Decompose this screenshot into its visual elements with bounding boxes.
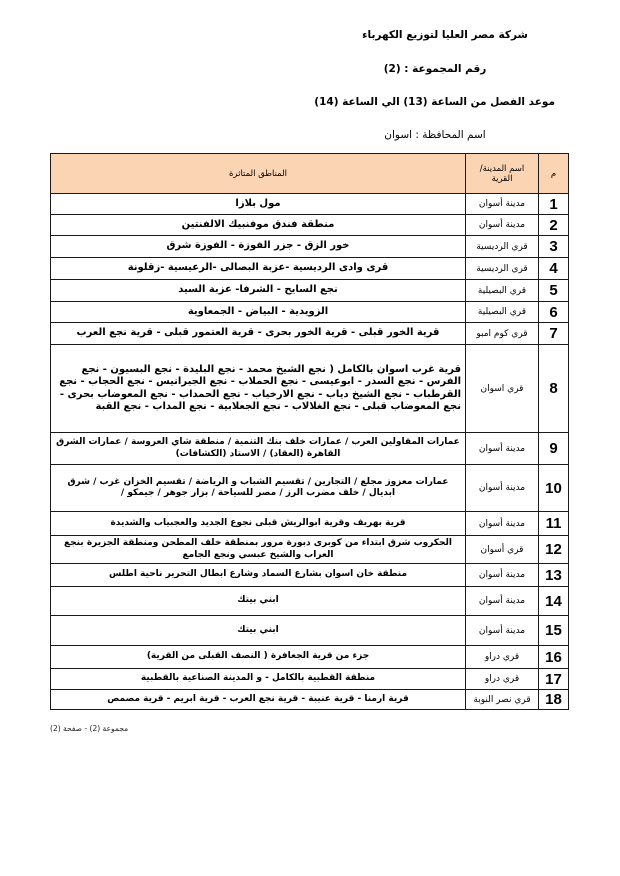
city-name: مدينة أسوان: [466, 616, 539, 646]
city-name: قري البصيلية: [466, 280, 539, 302]
table-row: [51, 512, 569, 536]
city-name: مدينة أسوان: [466, 564, 539, 587]
row-number: 17: [539, 669, 569, 690]
city-name: قري نصر النوبة: [466, 690, 539, 710]
row-number: 1: [539, 194, 569, 215]
governorate-name: اسم المحافظة : اسوان: [384, 129, 486, 141]
table-row: [51, 258, 569, 280]
table-row: [51, 564, 569, 587]
table-row: [51, 465, 569, 512]
city-name: مدينة أسوان: [466, 433, 539, 465]
city-name: قري كوم امبو: [466, 323, 539, 345]
affected-areas: مول بلازا: [51, 194, 466, 215]
city-name: قري البصيلية: [466, 302, 539, 323]
cut-time: موعد الفصل من الساعة (13) الي الساعة (14): [314, 96, 555, 108]
city-name: مدينة أسوان: [466, 587, 539, 616]
row-number: 13: [539, 564, 569, 587]
affected-areas: الحكروب شرق ابتداء من كوبرى دبورة مرور بمنطقة خلف المطحن ومنطقة الجزيرة بنجع العراب والشيخ عبسي ونجع الجامع: [51, 536, 466, 564]
table-row: [51, 215, 569, 236]
affected-areas: قرية ارمنا - قرية عنيبة - قرية نجع العرب - قرية ابريم - قرية مصمص: [51, 690, 466, 710]
row-number: 7: [539, 323, 569, 345]
table-row: [51, 236, 569, 258]
affected-areas: عمارات معزوز مجلع / التجارين / تقسيم الشباب و الرياضة / تقسيم الخزان غرب / شرق ابديال / خلف مضرب الرز / مصر للسياحة / بزار جوهر / جيمكو /: [51, 465, 466, 512]
city-name: قري الرديسية: [466, 258, 539, 280]
group-number: رقم المجموعة : (2): [383, 63, 487, 75]
city-name: مدينة أسوان: [466, 465, 539, 512]
row-number: 11: [539, 512, 569, 536]
table-row: [51, 646, 569, 669]
affected-areas: منطقة فندق موفنبيك الالفنتين: [51, 215, 466, 236]
table-row: [51, 194, 569, 215]
affected-areas: نجع السايح - الشرفا- عزبة السيد: [51, 280, 466, 302]
row-number: 4: [539, 258, 569, 280]
table-row: [51, 433, 569, 465]
affected-areas: منطقة خان اسوان بشارع السماد وشارع ابطال التحرير ناحية اطلس: [51, 564, 466, 587]
page-footer: مجموعة (2) - صفحة (2): [50, 724, 129, 733]
table-row: [51, 587, 569, 616]
schedule-table: [50, 153, 569, 710]
affected-areas: خور الزق - جزر الفوزة - الفوزة شرق: [51, 236, 466, 258]
affected-areas: جزء من قرية الجعافرة ( النصف القبلى من القرية): [51, 646, 466, 669]
table-row: [51, 280, 569, 302]
affected-areas: قرى وادى الرديسية -عزبة البصالى -الرعيسية -زقلونة: [51, 258, 466, 280]
column-header-areas: المناطق المتاثرة: [51, 154, 466, 194]
affected-areas: قرية غرب اسوان بالكامل ( نجع الشيخ محمد - نجع البليدة - نجع البسيون - نجع الفرس - نجع السدر - ابوعيسى - نجع الحملاب - نجع الجيرانيس - نجع الحجاب - نجع القرطباب - نجع الشيخ دياب - نجع الارخياب - نجع الحمداب - نجع المعوضاب بحرى - نجع المعوضاب قبلى - نجع الغلالاب - نجع الجعلابية - نجع المداب - نجع القبة: [51, 345, 466, 433]
row-number: 15: [539, 616, 569, 646]
row-number: 5: [539, 280, 569, 302]
row-number: 16: [539, 646, 569, 669]
affected-areas: ابني بيتك: [51, 616, 466, 646]
table-row: [51, 690, 569, 710]
table-row: [51, 323, 569, 345]
table-row: [51, 616, 569, 646]
row-number: 2: [539, 215, 569, 236]
affected-areas: قرية الخور قبلى - قرية الخور بحرى - قرية العتمور قبلى - قرية نجع العرب: [51, 323, 466, 345]
row-number: 9: [539, 433, 569, 465]
city-name: مدينة أسوان: [466, 215, 539, 236]
table-header-row: [51, 154, 569, 194]
affected-areas: قرية بهريف وقرية ابوالريش قبلى نجوع الجديد والعجبياب والشديدة: [51, 512, 466, 536]
city-name: قري دراو: [466, 669, 539, 690]
affected-areas: منطقة القطبية بالكامل - و المدينة الصناعية بالقطبية: [51, 669, 466, 690]
row-number: 18: [539, 690, 569, 710]
table-row: [51, 302, 569, 323]
city-name: مدينة أسوان: [466, 194, 539, 215]
row-number: 12: [539, 536, 569, 564]
table-row: [51, 669, 569, 690]
company-title: شركة مصر العليا لتوزيع الكهرباء: [362, 29, 528, 41]
table-body: [51, 194, 569, 710]
affected-areas: الزويدية - البياض - الجمعاوية: [51, 302, 466, 323]
city-name: قري الرديسية: [466, 236, 539, 258]
row-number: 6: [539, 302, 569, 323]
table-row: [51, 536, 569, 564]
row-number: 8: [539, 345, 569, 433]
row-number: 10: [539, 465, 569, 512]
city-name: قري اسوان: [466, 345, 539, 433]
city-name: مدينة أسوان: [466, 512, 539, 536]
affected-areas: عمارات المقاولين العرب / عمارات خلف بنك التنمية / منطقة شاي العروسة / عمارات الشرق القاهرة (العقاد) / الاستاد (الكشافات): [51, 433, 466, 465]
row-number: 3: [539, 236, 569, 258]
city-name: قري دراو: [466, 646, 539, 669]
affected-areas: ابني بيتك: [51, 587, 466, 616]
city-name: قري أسوان: [466, 536, 539, 564]
row-number: 14: [539, 587, 569, 616]
table-row: [51, 345, 569, 433]
column-header-number: م: [539, 154, 569, 194]
column-header-city: اسم المدينة/ القرية: [466, 154, 539, 194]
